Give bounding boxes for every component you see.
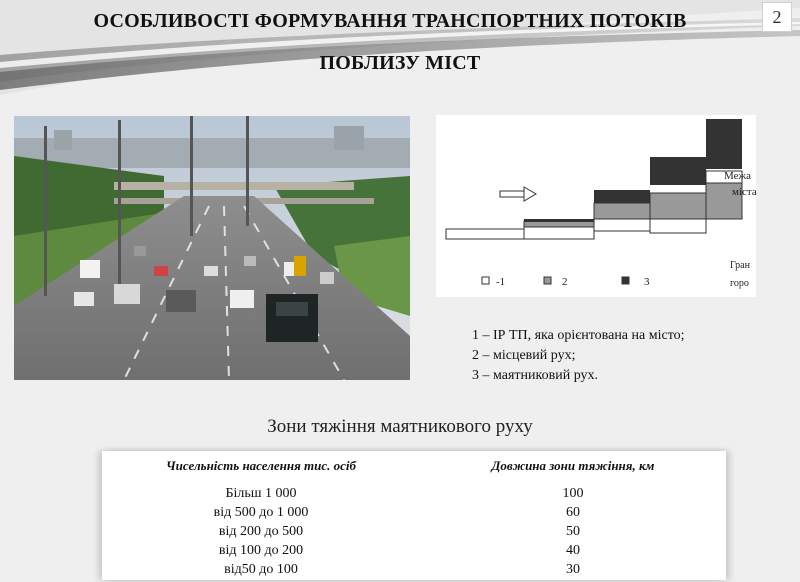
pendulum-zones-table bbox=[102, 451, 726, 580]
table-cell: від 100 до 200 bbox=[218, 543, 304, 558]
legend-mark-3: 3 bbox=[644, 276, 650, 288]
legend-item-2: 2 – місцевий рух; bbox=[472, 348, 576, 363]
traffic-flow-diagram bbox=[436, 115, 756, 297]
zone-length-header: Довжина зони тяжіння, км bbox=[491, 458, 655, 473]
table-cell: від50 до 100 bbox=[224, 562, 298, 577]
city-border-label-1: Межа bbox=[724, 170, 752, 182]
table-cell: Більш 1 000 bbox=[225, 486, 297, 501]
city-boundary-label-1: Гран bbox=[730, 260, 750, 271]
legend-mark-2: 2 bbox=[562, 276, 568, 288]
table-cell: 40 bbox=[566, 543, 580, 558]
legend-item-1: 1 – ІР ТП, яка орієнтована на місто; bbox=[472, 328, 685, 343]
arrow-right-icon bbox=[500, 187, 536, 201]
diagram-legend-list bbox=[472, 326, 685, 386]
table-cell: 50 bbox=[566, 524, 580, 539]
table-cell: 30 bbox=[566, 562, 580, 577]
city-boundary-label-2: горо bbox=[730, 278, 749, 289]
slide-title-line-1: ОСОБЛИВОСТІ ФОРМУВАННЯ ТРАНСПОРТНИХ ПОТОКІВ bbox=[93, 10, 687, 32]
table-cell: від 200 до 500 bbox=[218, 524, 304, 539]
zone-length-column bbox=[420, 451, 726, 579]
table-cell: від 500 до 1 000 bbox=[213, 505, 309, 520]
population-header: Чисельність населення тис. осіб bbox=[165, 458, 357, 473]
population-column bbox=[102, 451, 420, 579]
table-cell: 60 bbox=[566, 505, 580, 520]
highway-photo bbox=[14, 116, 410, 380]
city-border-label-2: міста bbox=[732, 186, 757, 198]
table-title: Зони тяжіння маятникового руху bbox=[267, 416, 533, 437]
slide-title-line-2: ПОБЛИЗУ МІСТ bbox=[319, 52, 481, 74]
legend-mark-1: -1 bbox=[496, 276, 506, 288]
legend-item-3: 3 – маятниковий рух. bbox=[472, 368, 599, 383]
slide-number: 2 bbox=[762, 2, 792, 32]
table-cell: 100 bbox=[562, 486, 584, 501]
